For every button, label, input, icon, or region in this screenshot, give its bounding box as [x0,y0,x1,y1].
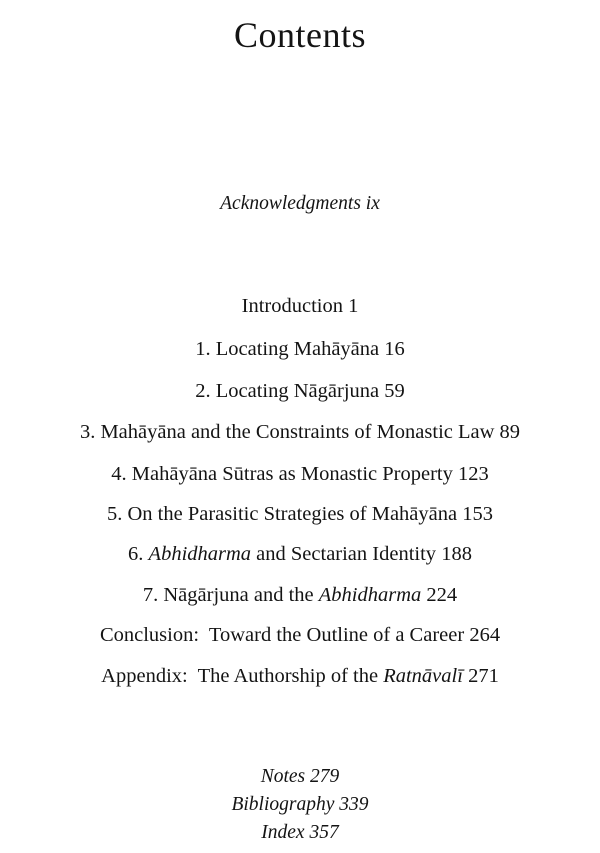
toc-entry-page: ix [365,193,380,214]
toc-entry-title: Conclusion: Toward the Outline of a Career [99,624,465,646]
toc-entry-label: Acknowledgments [220,193,361,214]
toc-entry-chapter-1 [0,339,600,360]
toc-entry-title: Nāgārjuna and the Abhidharma [163,584,422,606]
toc-entry-chapter-6 [0,544,600,565]
toc-entry-page: 1 [348,295,359,317]
toc-entry-chapter-3 [0,422,600,443]
toc-entry-title: Locating Nāgārjuna [215,380,380,402]
toc-entry-label: Bibliography [231,794,335,815]
toc-entry-num: 5. [107,503,123,525]
toc-entry-title: Mahāyāna and the Constraints of Monastic Law [100,421,495,443]
toc-entry-page: 59 [384,380,405,402]
toc-entry-page: 357 [309,822,339,843]
toc-entry-label: Index [261,822,305,843]
toc-entry-page: 123 [457,463,489,485]
toc-entry-num: 7. [142,584,159,606]
toc-entry-num: 2. [195,380,211,402]
toc-entry-chapter-7 [0,585,600,606]
toc-entry-page: 89 [499,421,521,443]
toc-entry-page: 16 [384,338,405,360]
toc-entry-bibliography [0,795,600,815]
toc-entry-page: 339 [339,794,369,815]
toc-entry-title: Mahāyāna Sūtras as Monastic Property [131,463,453,485]
toc-entry-appendix [0,666,600,687]
toc-entry-page: 279 [310,766,340,787]
toc-entry-title: Appendix: The Authorship of the Ratnāvalī [101,665,463,687]
toc-entry-index [0,823,600,843]
toc-entry-num: 6. [128,543,144,565]
toc-entry-num: 4. [111,463,127,485]
toc-entry-chapter-4 [0,464,600,485]
toc-entry-page: 224 [426,584,458,606]
toc-entry-title: On the Parasitic Strategies of Mahāyāna [127,503,458,525]
toc-entry-title: Locating Mahāyāna [215,338,380,360]
toc-entry-chapter-2 [0,381,600,402]
toc-entry-acknowledgments [0,194,600,214]
toc-entry-label: Notes [260,766,306,787]
toc-entry-chapter-5 [0,504,600,525]
page-title: Contents [233,15,366,55]
toc-entry-introduction [0,296,600,317]
toc-entry-notes [0,767,600,787]
toc-entry-conclusion [0,625,600,646]
toc-entry-num: 1. [195,338,211,360]
toc-entry-title: Introduction [241,295,343,317]
toc-entry-page: 271 [468,665,499,687]
toc-entry-title: Abhidharma and Sectarian Identity [148,543,437,565]
toc-entry-page: 264 [469,624,501,646]
toc-entry-num: 3. [79,421,96,443]
toc-entry-page: 188 [441,543,472,565]
toc-entry-page: 153 [462,503,493,525]
